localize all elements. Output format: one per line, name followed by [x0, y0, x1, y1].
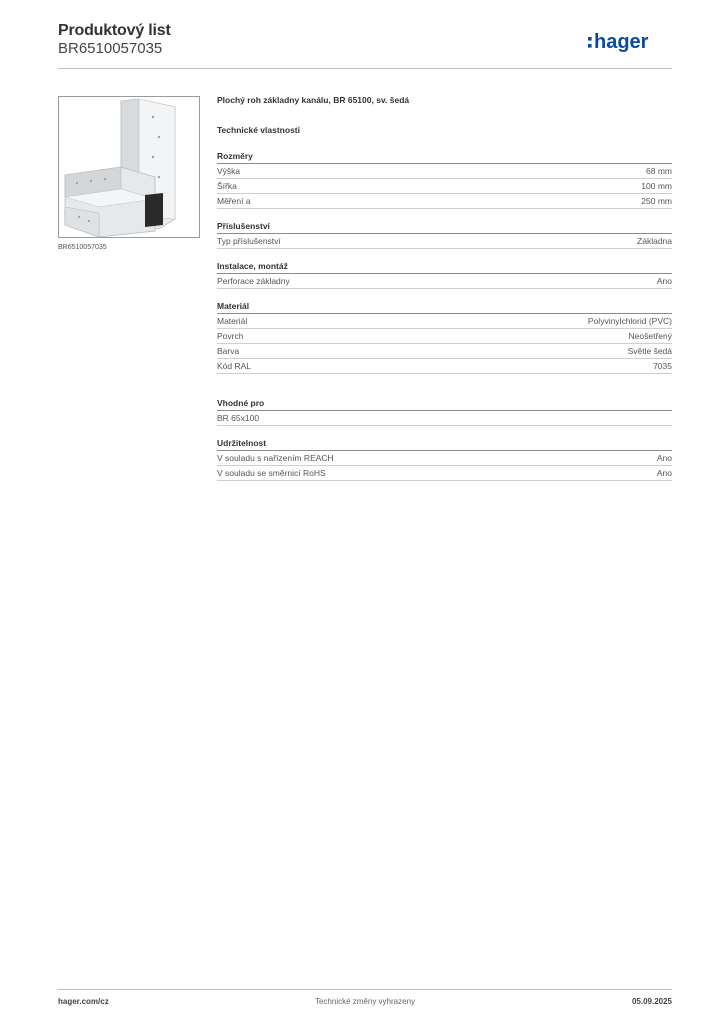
section-heading: Technické vlastnosti — [217, 125, 300, 135]
product-code: BR6510057035 — [58, 40, 163, 57]
spec-row — [217, 164, 672, 179]
spec-row — [217, 234, 672, 249]
header-divider — [58, 68, 672, 69]
spec-group-suitable-for — [217, 398, 672, 426]
spec-label: Výška — [217, 166, 241, 176]
spec-label: Povrch — [217, 331, 244, 341]
spec-value: Světle šedá — [627, 346, 672, 356]
spec-row — [217, 411, 672, 426]
specifications — [217, 95, 672, 493]
group-title: Vhodné pro — [217, 398, 672, 411]
spec-group-accessories — [217, 221, 672, 249]
spec-group-dimensions — [217, 151, 672, 209]
document-title: Produktový list — [58, 22, 171, 39]
spec-value: Polyvinylchlorid (PVC) — [587, 316, 672, 326]
spec-row — [217, 344, 672, 359]
website-link[interactable]: hager.com/cz — [58, 997, 109, 1006]
logo-text: hager — [594, 31, 649, 53]
spec-row — [217, 329, 672, 344]
spec-value: Ano — [656, 276, 672, 286]
spec-row — [217, 179, 672, 194]
spec-label: Kód RAL — [217, 361, 252, 371]
spec-row — [217, 194, 672, 209]
hager-logo — [588, 28, 672, 56]
group-title: Udržitelnost — [217, 438, 672, 451]
product-name: Plochý roh základny kanálu, BR 65100, sv. šedá — [217, 95, 410, 105]
spec-label: Barva — [217, 346, 240, 356]
flat-corner-channel-base-image — [59, 97, 199, 237]
spec-value: 7035 — [653, 361, 672, 371]
spec-label: Materiál — [217, 316, 248, 326]
spec-label: BR 65x100 — [217, 413, 260, 423]
spec-label: Perforace základny — [217, 276, 290, 286]
spec-row — [217, 359, 672, 374]
spec-row — [217, 466, 672, 481]
spec-label: Šířka — [217, 181, 237, 191]
spec-value: Ano — [656, 468, 672, 478]
group-title: Materiál — [217, 301, 672, 314]
spec-row — [217, 314, 672, 329]
spec-value: Ano — [656, 453, 672, 463]
group-title: Rozměry — [217, 151, 672, 164]
footer-divider — [58, 989, 672, 990]
spec-value: 250 mm — [641, 196, 672, 206]
image-caption: BR6510057035 — [58, 244, 107, 251]
spec-value: 100 mm — [641, 181, 672, 191]
spec-value: Základna — [637, 236, 672, 246]
product-image — [58, 96, 200, 238]
spec-value: 68 mm — [646, 166, 672, 176]
spec-label: V souladu s nařízením REACH — [217, 453, 334, 463]
group-title: Příslušenství — [217, 221, 672, 234]
spec-row — [217, 451, 672, 466]
spec-group-installation — [217, 261, 672, 289]
page-header — [58, 22, 672, 68]
spec-value: Neošetřený — [628, 331, 672, 341]
group-title: Instalace, montáž — [217, 261, 672, 274]
spec-row — [217, 274, 672, 289]
spec-group-material — [217, 301, 672, 374]
spec-label: Měření a — [217, 196, 251, 206]
footer-notice: Technické změny vyhrazeny — [314, 997, 416, 1006]
spec-label: Typ příslušenství — [217, 236, 281, 246]
spec-label: V souladu se směrnicí RoHS — [217, 468, 326, 478]
spec-group-sustainability — [217, 438, 672, 481]
footer-date: 05.09.2025 — [631, 997, 672, 1006]
